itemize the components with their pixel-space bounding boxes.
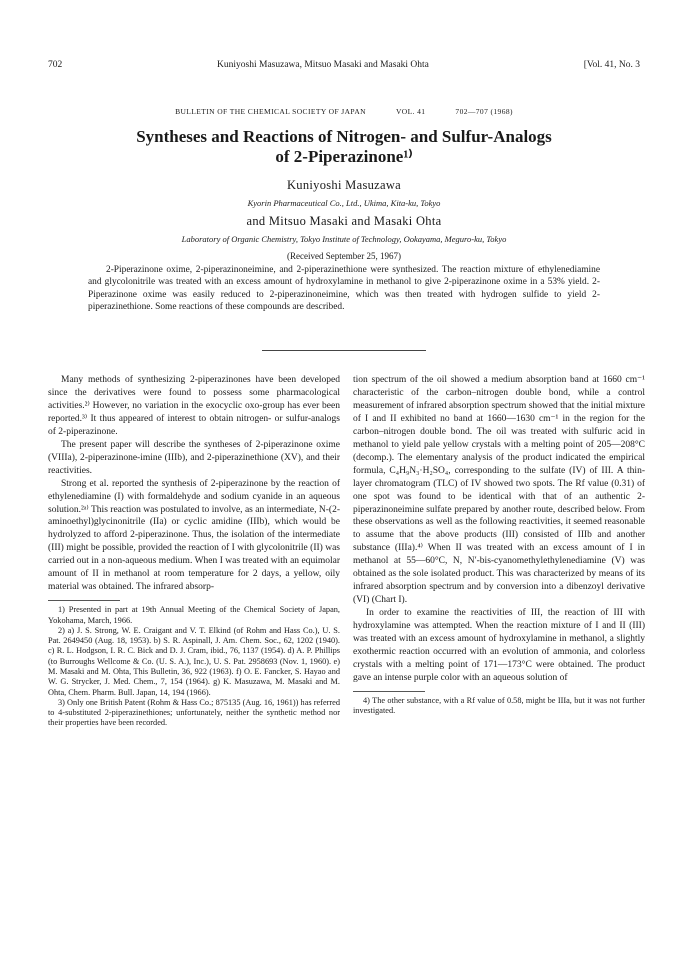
footnote-1: 1) Presented in part at 19th Annual Meeting of the Chemical Society of Japan, Yokohama, March, 1966. <box>48 605 340 625</box>
footnote-divider-right <box>353 691 425 692</box>
author-1-name: Kuniyoshi Masuzawa <box>286 178 402 192</box>
footnote-divider <box>48 600 120 601</box>
right-column <box>353 374 645 716</box>
section-divider <box>262 350 426 351</box>
left-column <box>48 374 340 729</box>
left-paragraph-2: The present paper will describe the syntheses of 2-piperazinone oxime (VIIIa), 2-piperazinone-imine (IIIb), and 2-piperazinethione (XV), and their reactivities. <box>48 439 340 476</box>
right-paragraph-1: tion spectrum of the oil showed a medium absorption band at 1660 cm⁻¹ characteristic of the carbon–nitrogen double bond, while a control measurement of infrared absorption spectrum showed that the initial mixture of I and II exhibited no band at 1660—1630 cm⁻¹ in the region for the carbon–nitrogen double bond. The oil was treated with sulfuric acid in methanol to yield pale yellow crystals with a melting point of 205—208°C (decomp.). The elementary analysis of the product indicated the empirical formula, C₄H₉N₃·H₂SO₄, corresponding to the sulfate (IV) of III. A thin-layer chromatogram (TLC) of IV showed two spots. The Rf value (0.31) of one spot was found to be identical with that of an authentic 2-piperazinoneimine sulfate prepared by another route, described below. From these observations as well as the following reactivities, it seemed reasonable to assume that the above products (III) consisted of IIIb and another substance (IIIa).⁴⁾ When II was treated with an excess amount of I in methanol at 55—60°C, N, N′-bis-cyanomethylethylenediamine (V) was obtained as the sole isolated product. This was characterized by means of its infrared absorption spectrum and by conversion into a dibenzoyl derivative (VI) (Chart I). <box>353 375 645 606</box>
left-paragraph-3: Strong et al. reported the synthesis of 2-piperazinone by the reaction of ethylenediamine (I) with formaldehyde and sodium cyanide in an aqueous solution.²ᵃ⁾ This reaction was postulated to involve, as an intermediate, N-(2-aminoethyl)glycinonitrile (IIa) or cyclic amidine (IIIb), which would be hydrolyzed to afford 2-piperazinone. Thus, the isolation of the intermediate (III) might be possible, provided the reaction of I with glycolonitrile (II) was carried out in a non-aqueous medium. When I was treated with an equimolar amount of II in methanol at room temperature for 2 days, a yellow, oily material was obtained. The infrared absorp- <box>48 478 340 593</box>
journal-pages: 702—707 (1968) <box>455 107 513 116</box>
header-authors: Kuniyoshi Masuzawa, Mitsuo Masaki and Masaki Ohta <box>217 60 429 70</box>
title-line-1: Syntheses and Reactions of Nitrogen- and Sulfur-Analogs <box>136 127 552 146</box>
author-2-affiliation: Laboratory of Organic Chemistry, Tokyo Institute of Technology, Ookayama, Meguro-ku, Tokyo <box>181 234 507 244</box>
author-2-name: and Mitsuo Masaki and Masaki Ohta <box>246 214 442 228</box>
abstract: 2-Piperazinone oxime, 2-piperazinoneimine, and 2-piperazinethione were synthesized. The reaction mixture of ethylenediamine and glycolonitrile was treated with an excess amount of hydroxylamine in methanol to give 2-piperazinone oxime in a 53% yield. 2-Piperazinone oxime was easily reduced to 2-piperazinoneimine, which was then treated with hydrogen sulfide to yield 2-piperazinethione. Some reactions of these compounds are described. <box>88 265 600 312</box>
left-paragraph-1: Many methods of synthesizing 2-piperazinones have been developed since the derivatives were found to possess some pharmacological activities.²⁾ However, no variation in the exocyclic oxo-group has ever been reported.³⁾ It thus appeared of interest to obtain nitrogen- or sulfur-analogs of 2-piperazinone. <box>48 375 340 437</box>
footnote-2: 2) a) J. S. Strong, W. E. Craigant and V. T. Elkind (of Rohm and Hass Co.), U. S. Pat. 2649450 (Aug. 18, 1953). b) S. R. Aspinall, J. Am. Chem. Soc., 62, 1202 (1940). c) R. L. Hodgson, I. R. C. Bick and D. J. Cram, ibid., 76, 1137 (1954). d) A. P. Phillips (to Burroughs Wellcome & Co. (U. S. A.), Inc.), U. S. Pat. 2958693 (Nov. 1, 1960). e) M. Masaki and M. Ohta, This Bulletin, 36, 922 (1963). f) O. E. Fancker, S. Hayao and W. G. Strycker, J. Med. Chem., 7, 154 (1964). g) K. Masuzawa, M. Masaki and M. Ohta, Chem. Pharm. Bull. Japan, 14, 194 (1966). <box>48 625 340 697</box>
received-date: (Received September 25, 1967) <box>287 251 401 261</box>
journal-line <box>48 107 640 116</box>
running-header <box>48 60 640 74</box>
journal-volume: VOL. 41 <box>395 107 426 116</box>
paper-title <box>40 127 648 167</box>
title-line-2: of 2-Piperazinone¹⁾ <box>275 147 413 166</box>
footnote-4: 4) The other substance, with a Rf value of 0.58, might be IIIa, but it was not further investigated. <box>353 695 645 716</box>
journal-name: BULLETIN OF THE CHEMICAL SOCIETY OF JAPAN <box>175 107 366 116</box>
footnote-3: 3) Only one British Patent (Rohm & Hass Co.; 875135 (Aug. 16, 1961)) has referred to 4-substituted 2-piperazinethiones; unfortunately, neither the synthetic method nor their properties have been recorded. <box>48 697 340 728</box>
right-paragraph-2: In order to examine the reactivities of III, the reaction of III with hydroxylamine was attempted. When the reaction mixture of I and II (III) was treated with an excess amount of hydroxylamine in methanol, a slightly exothermic reaction occurred with an evolution of ammonia, and colorless crystals with a melting point of 171—173°C were obtained. The product gave an intense purple color with an aqueous solution of <box>353 608 645 683</box>
header-volume: [Vol. 41, No. 3 <box>583 60 640 70</box>
author-1-affiliation: Kyorin Pharmaceutical Co., Ltd., Ukima, Kita-ku, Tokyo <box>247 198 441 208</box>
footnotes <box>48 605 340 729</box>
footnotes-right <box>353 696 645 717</box>
page-number: 702 <box>48 60 63 70</box>
